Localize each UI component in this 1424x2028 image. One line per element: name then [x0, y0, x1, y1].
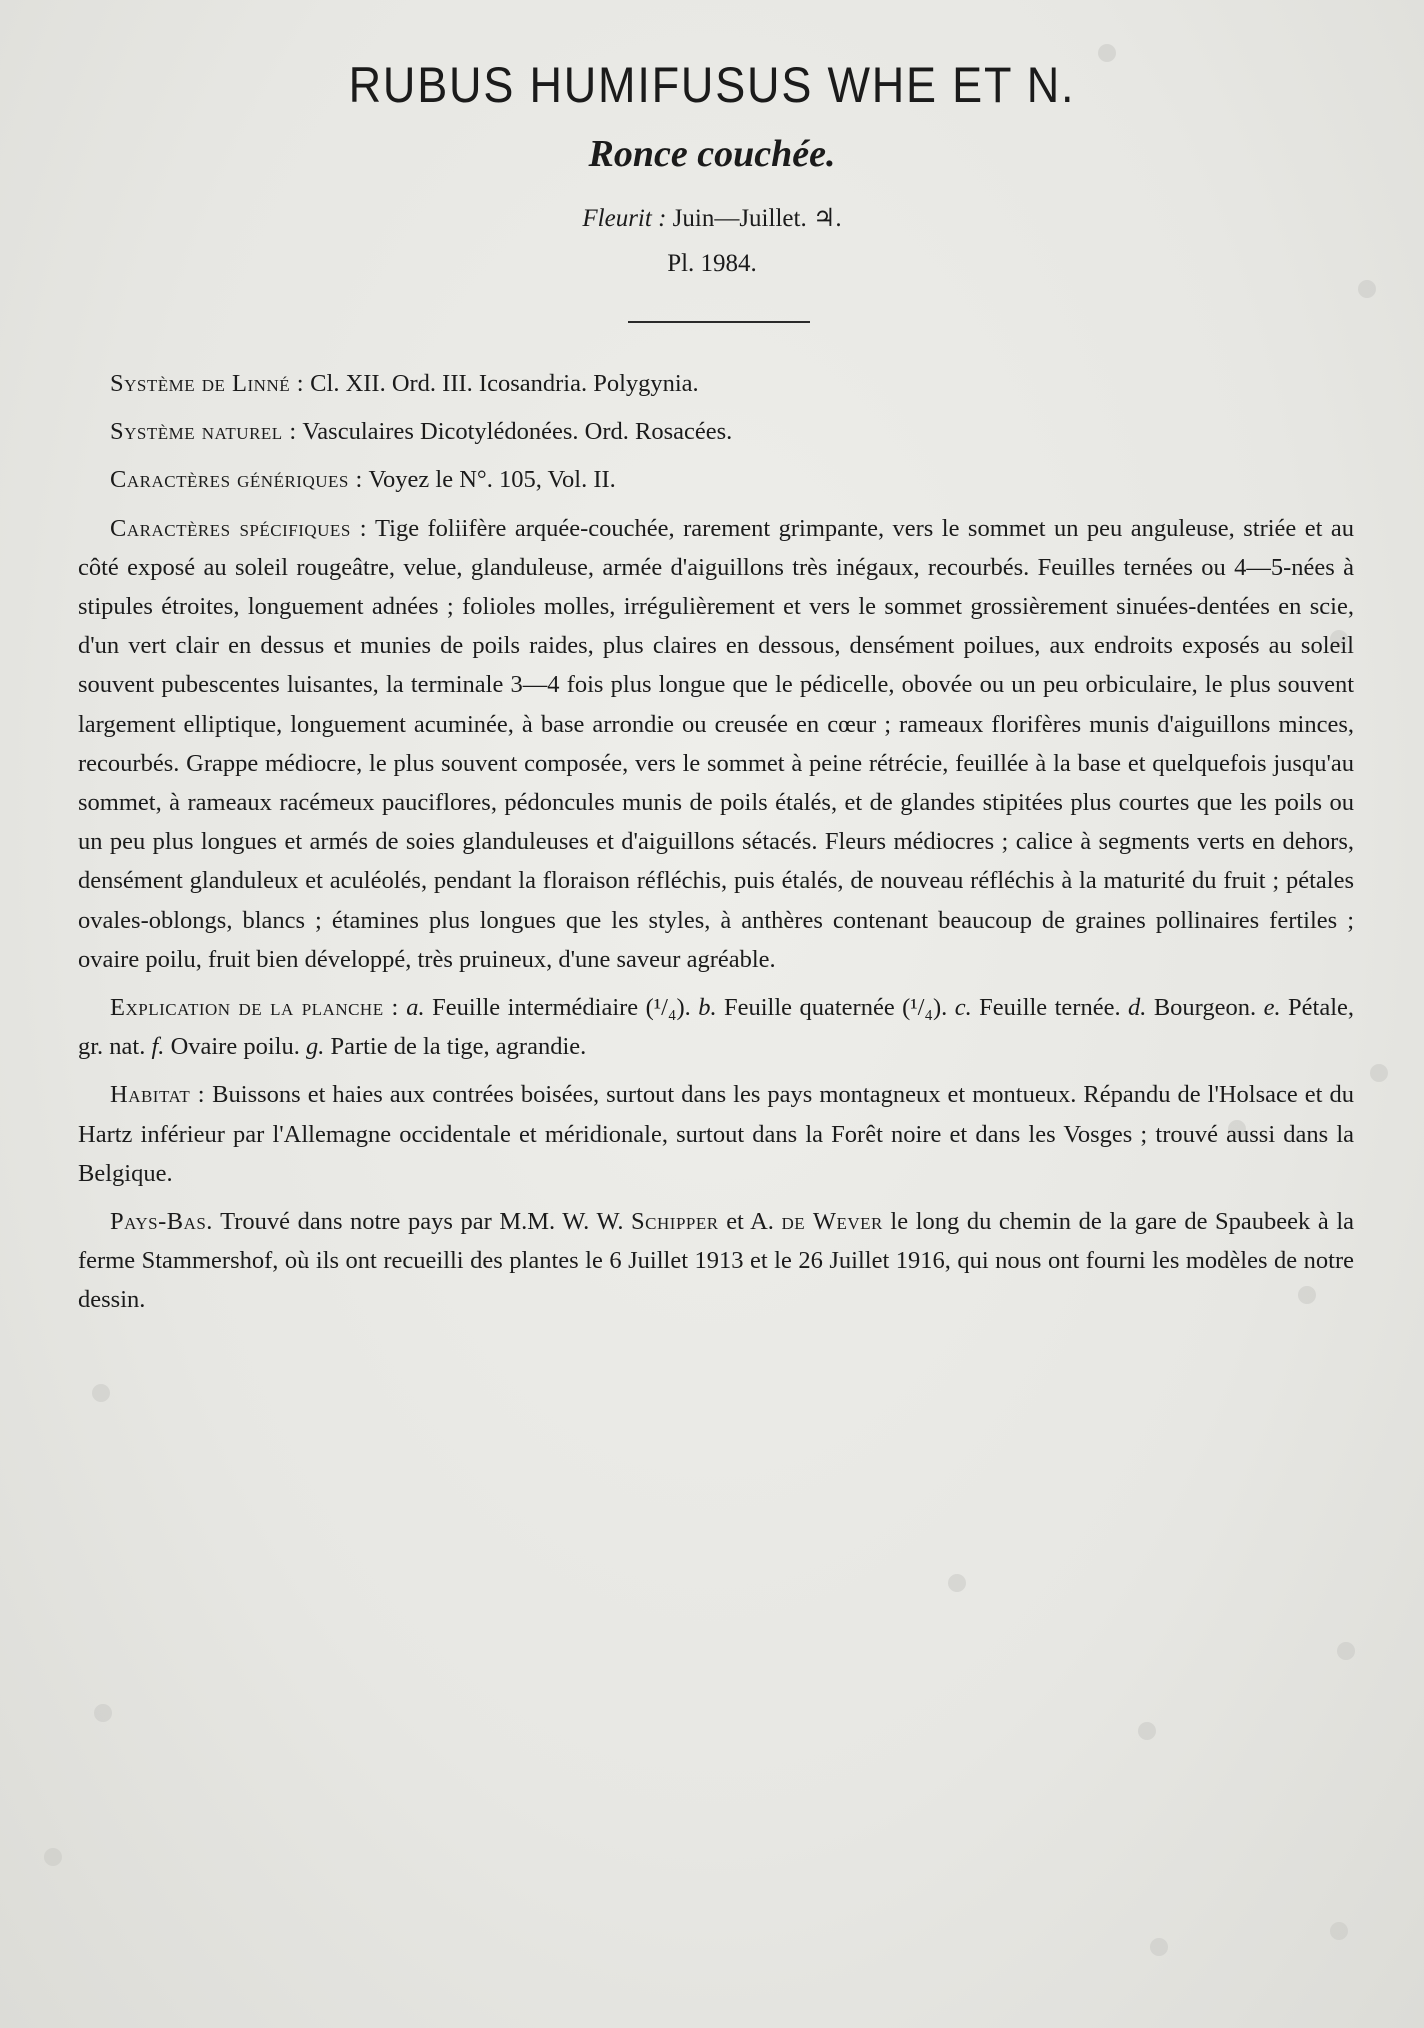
specifiques-label: Caractères spécifiques :: [110, 514, 368, 542]
figure-caption: Bourgeon.: [1153, 994, 1257, 1022]
common-name: Ronce couchée.: [588, 133, 836, 175]
plate-number: Pl. 1984.: [667, 250, 757, 277]
generiques-text: Voyez le N°. 105, Vol. II.: [368, 466, 616, 494]
figure-letter: d.: [1128, 994, 1147, 1022]
paysbas-paragraph: [78, 1202, 1354, 1320]
explication-label: Explication de la planche :: [110, 994, 399, 1022]
flowering-period: [0, 203, 1424, 233]
collector-name: de Wever: [781, 1208, 883, 1236]
linne-paragraph: [78, 364, 1354, 403]
figure-caption: Partie de la tige, agrandie.: [330, 1033, 587, 1061]
figure-caption: Feuille ternée.: [979, 994, 1121, 1022]
figure-letter: e.: [1263, 994, 1281, 1022]
paper-speck: [1337, 1642, 1355, 1660]
specifiques-paragraph: [78, 509, 1354, 979]
figure-letter: c.: [954, 994, 972, 1022]
figure-caption: Ovaire poilu.: [170, 1033, 300, 1061]
figure-letter: b.: [698, 994, 717, 1022]
figure-letter: f.: [151, 1033, 165, 1061]
paper-speck: [92, 1384, 110, 1402]
naturel-paragraph: [78, 412, 1354, 451]
habitat-text: Buissons et haies aux contrées boisées, surtout dans les pays montagneux et montueux. Répandu de l'Holsace et du Hartz inférieur par l'Allemagne occidentale et méridionale, surtout dans la Forêt noire et dans les Vosges ; trouvé aussi dans la Belgique.: [78, 1081, 1355, 1187]
paper-speck: [44, 1848, 62, 1866]
linne-text: Cl. XII. Ord. III. Icosandria. Polygynia.: [310, 370, 699, 397]
explication-paragraph: [78, 988, 1354, 1066]
divider: [628, 321, 810, 323]
paper-speck: [1358, 280, 1376, 298]
flowering-value: Juin—Juillet. ♃.: [672, 205, 842, 232]
naturel-text: Vasculaires Dicotylédonées. Ord. Rosacées.: [302, 418, 733, 446]
paysbas-text: Trouvé dans notre pays par M.M. W. W.: [220, 1208, 624, 1236]
paper-speck: [948, 1574, 966, 1592]
figure-caption: Feuille intermédiaire (¹/₄).: [432, 994, 691, 1022]
habitat-paragraph: [78, 1075, 1354, 1193]
figure-letter: a.: [406, 994, 425, 1022]
specifiques-text: Tige foliifère arquée-couchée, rarement grimpante, vers le sommet un peu anguleuse, striée et au côté exposé au soleil rougeâtre, velue, glanduleuse, armée d'aiguillons très inégaux, recourbés. Feuilles ternées ou 4—5-nées à stipules étroites, longuement adnées ; folioles molles, irrégulièrement et vers le sommet grossièrement sinuées-dentées en scie, d'un vert clair en dessus et munies de poils raides, plus claires en dessous, densément poilues, aux endroits exposés au soleil souvent pubescentes luisantes, la terminale 3—4 fois plus longue que le pédicelle, obovée ou un peu orbiculaire, le plus souvent largement elliptique, longuement acuminée, à base arrondie ou creusée en cœur ; rameaux florifères munis d'aiguillons minces, recourbés. Grappe médiocre, le plus souvent composée, vers le sommet à peine rétrécie, feuillée à la base et quelquefois jusqu'au sommet, à rameaux racémeux pauciflores, pédoncules munis de poils étalés, et de glandes stipitées plus courtes que les poils ou un peu plus longues et armés de soies glanduleuses et d'aiguillons sétacés. Fleurs médiocres ; calice à segments verts en dehors, densément glanduleux et aculéolés, pendant la floraison réfléchis, puis étalés, de nouveau réfléchis à la maturité du fruit ; pétales ovales-oblongs, blancs ; étamines plus longues que les styles, à anthères contenant beaucoup de graines pollinaires fertiles ; ovaire poilu, fruit bien développé, très pruineux, d'une saveur agréable.: [78, 514, 1355, 973]
habitat-label: Habitat :: [110, 1081, 206, 1109]
paper-speck: [1330, 1922, 1348, 1940]
linne-label: Système de Linné :: [110, 370, 305, 397]
paper-speck: [1370, 1064, 1388, 1082]
figure-caption: Pétale, gr. nat.: [78, 994, 1355, 1061]
collector-name: Schipper: [631, 1208, 719, 1236]
paysbas-text: et A.: [726, 1208, 774, 1236]
flowering-label: Fleurit :: [582, 205, 667, 232]
paysbas-text: le long du chemin de la gare de Spaubeek à la ferme Stammershof, où ils ont recueilli des plantes le 6 Juillet 1913 et le 26 Juillet 1916, qui nous ont fourni les modèles de notre dessin.: [78, 1208, 1355, 1314]
generiques-label: Caractères génériques :: [110, 466, 363, 494]
paper-speck: [94, 1704, 112, 1722]
naturel-label: Système naturel :: [110, 418, 297, 446]
generiques-paragraph: [78, 460, 1354, 499]
paysbas-label: Pays-Bas.: [110, 1208, 213, 1236]
description-body: [78, 364, 1354, 1329]
figure-caption: Feuille quaternée (¹/₄).: [724, 994, 948, 1022]
paper-speck: [1138, 1722, 1156, 1740]
figure-letter: g.: [305, 1033, 325, 1061]
paper-speck: [1150, 1938, 1168, 1956]
page-title: RUBUS HUMIFUSUS WHE ET N.: [348, 57, 1076, 113]
